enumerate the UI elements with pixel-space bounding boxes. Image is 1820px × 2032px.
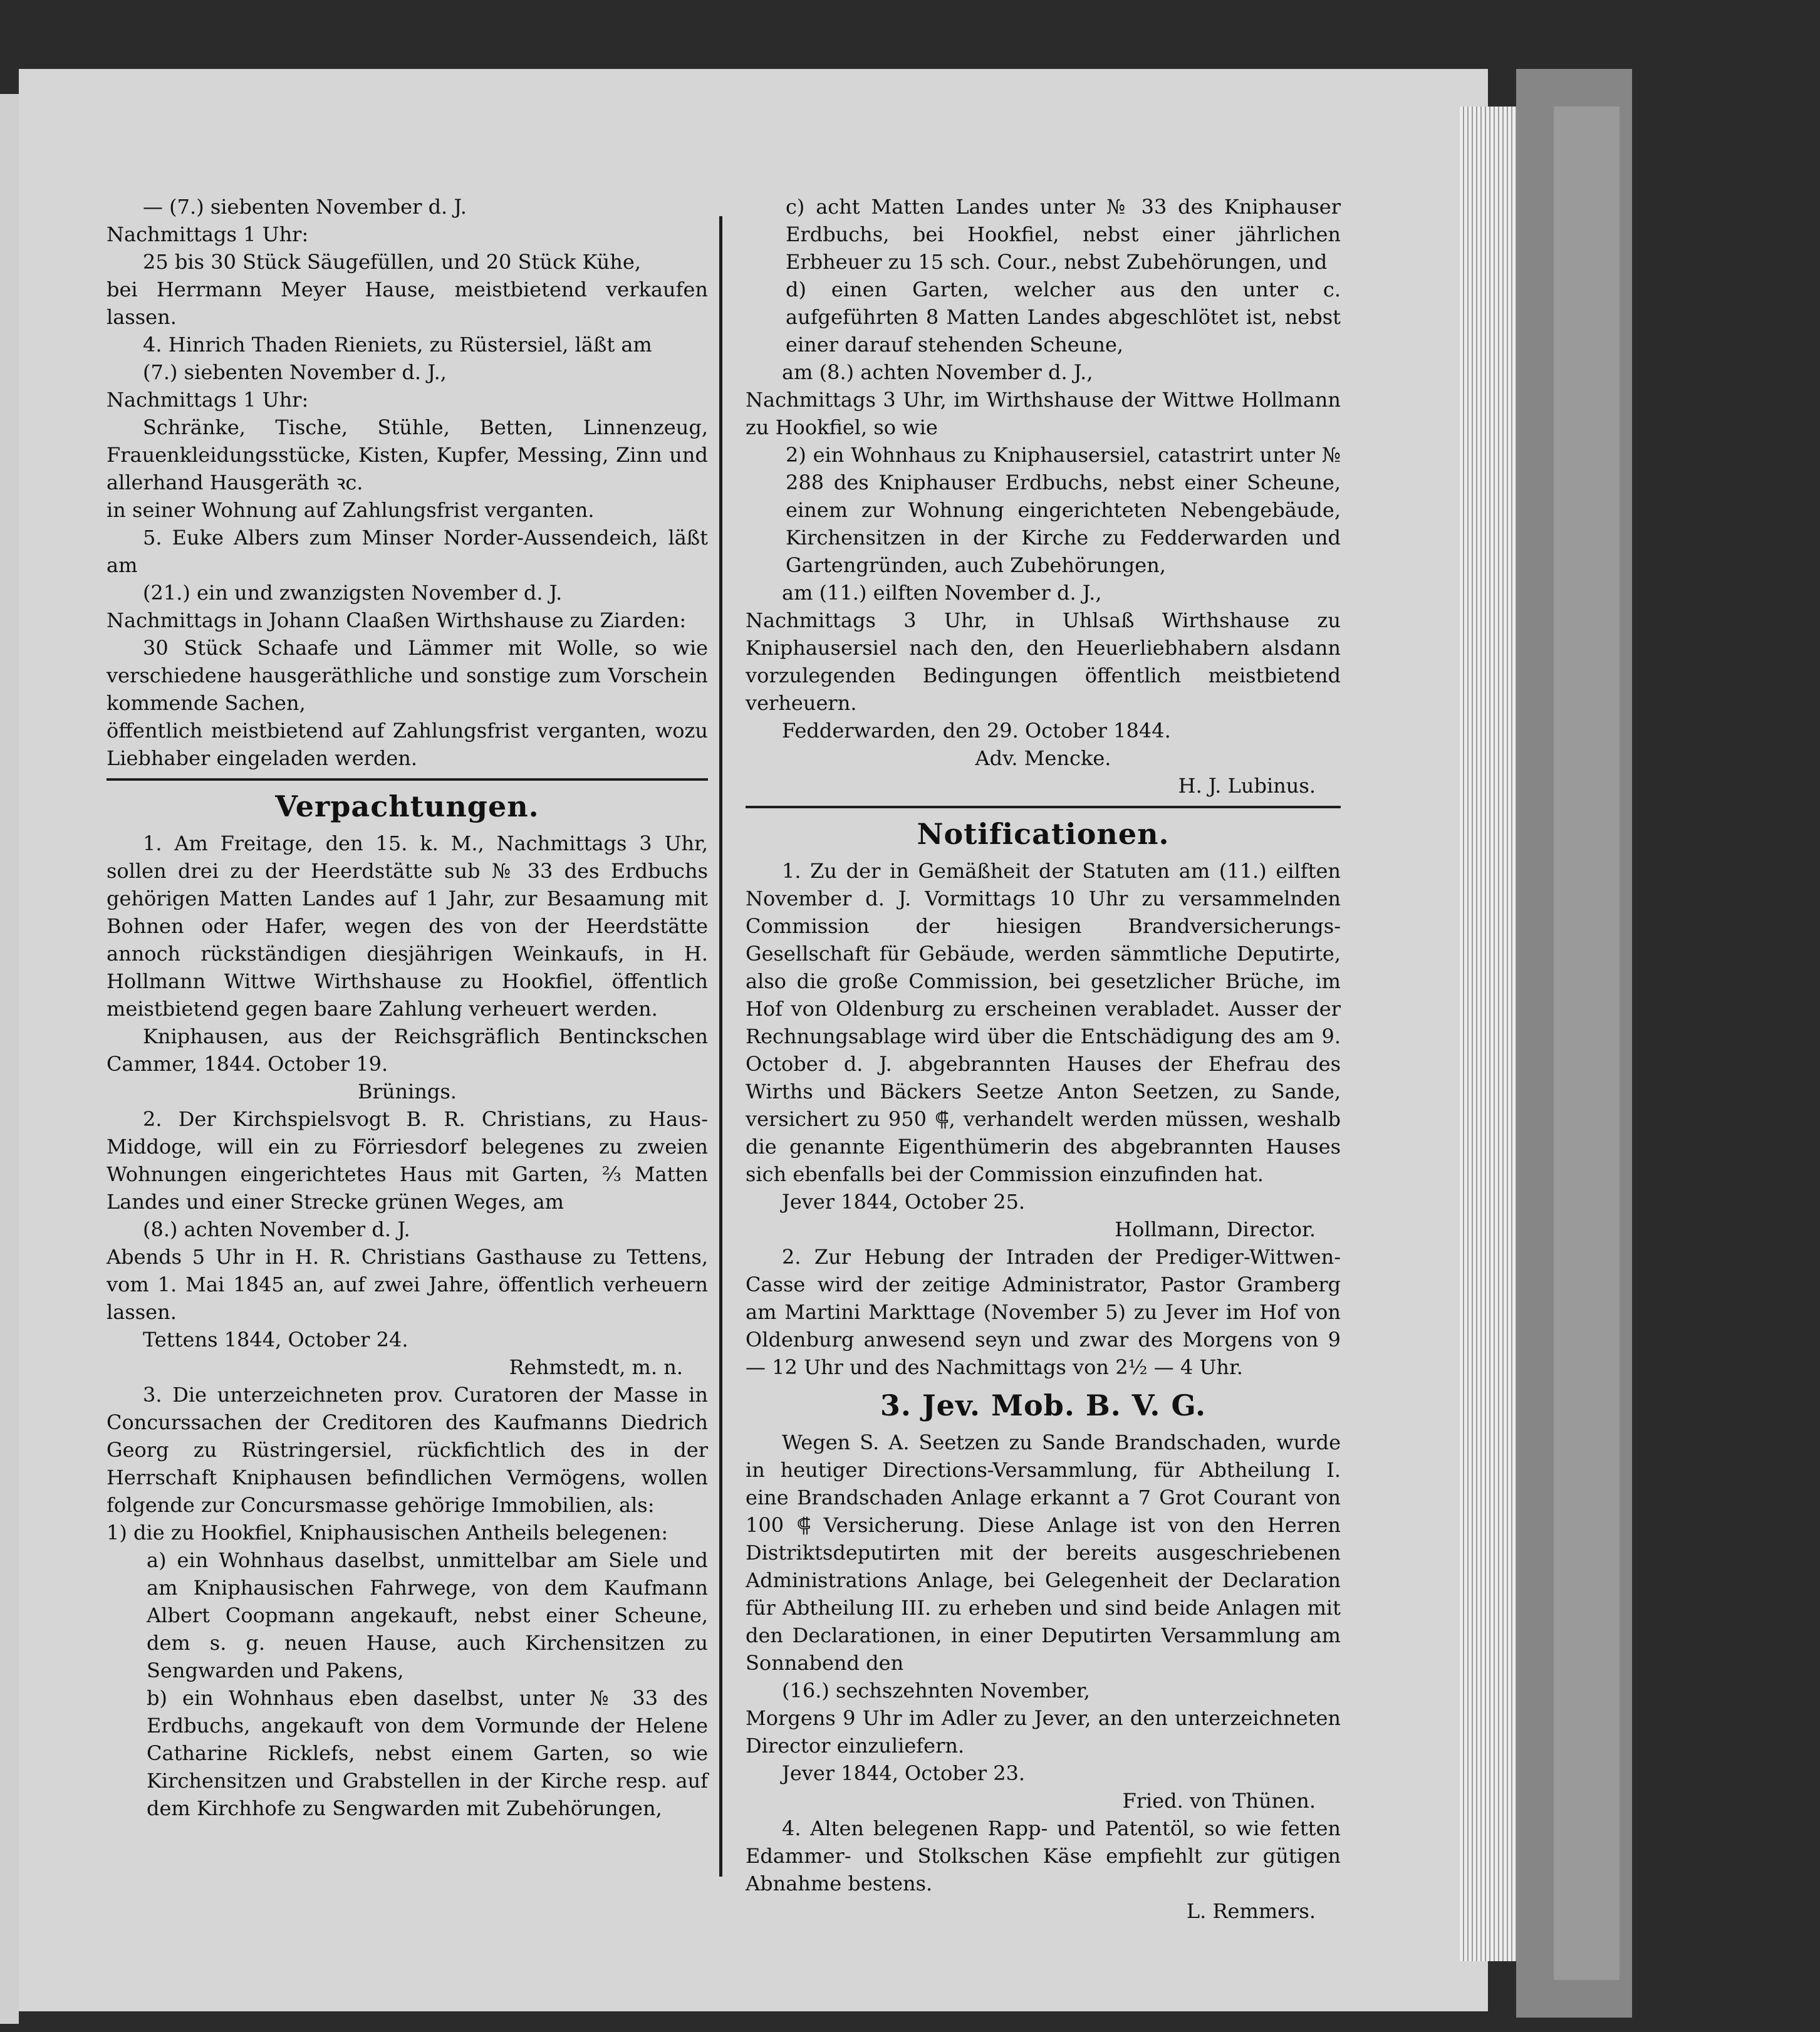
text-paragraph: Adv. Mencke.	[975, 746, 1111, 770]
text-paragraph: 25 bis 30 Stück Säugefüllen, und 20 Stück Kühe,	[143, 250, 641, 274]
page-edges	[1460, 107, 1516, 1961]
text-paragraph: öffentlich meistbietend auf Zahlungsfrist verganten, wozu Liebhaber eingeladen werden.	[107, 719, 708, 770]
section-rule	[746, 806, 1341, 808]
right-block-3	[746, 1429, 1341, 1925]
left-block-2	[107, 830, 708, 1822]
text-paragraph: Tettens 1844, October 24.	[143, 1328, 408, 1352]
text-paragraph: Nachmittags 1 Uhr:	[107, 222, 309, 246]
text-paragraph: (7.) siebenten November d. J.,	[143, 360, 447, 384]
text-paragraph: Rehmstedt, m. n.	[509, 1355, 683, 1379]
text-paragraph: c) acht Matten Landes unter № 33 des Kniphauser Erdbuchs, bei Hookfiel, nebst einer jährlichen Erbheuer zu 15 sch. Cour., nebst Zubehörungen, und	[786, 195, 1341, 274]
book-cover-inner	[1554, 107, 1620, 1980]
text-paragraph: 2. Zur Hebung der Intraden der Prediger-Wittwen-Casse wird der zeitige Administrator, Pastor Gramberg am Martini Markttage (November 5) zu Jever im Hof von Oldenburg anwesend seyn und zwar des Morgens von 9 — 12 Uhr und des Nachmittags von 2½ — 4 Uhr.	[746, 1245, 1341, 1379]
text-paragraph: 4. Hinrich Thaden Rieniets, zu Rüstersiel, läßt am	[143, 333, 652, 357]
text-paragraph: am (11.) eilften November d. J.,	[782, 581, 1102, 605]
heading-verpachtungen: Verpachtungen.	[275, 789, 539, 823]
text-paragraph: Nachmittags in Johann Claaßen Wirthshause zu Ziarden:	[107, 608, 687, 632]
text-paragraph: Abends 5 Uhr in H. R. Christians Gasthause zu Tettens, vom 1. Mai 1845 an, auf zwei Jahre, öffentlich verheuern lassen.	[107, 1245, 708, 1324]
text-paragraph: 1. Zu der in Gemäßheit der Statuten am (11.) eilften November d. J. Vormittags 10 Uhr zu versammelnden Commission der hiesigen Brandversicherungs-Gesellschaft für Gebäude, werden sämmtliche Deputirte, also die große Commission, bei gesetzlicher Brüche, im Hof von Oldenburg zu erscheinen verabladet. Ausser der Rechnungsablage wird über die Entschädigung des am 9. October d. J. abgebrannten Hauses der Ehefrau des Wirths und Bäckers Seetze Anton Seetzen, zu Sande, versichert zu 950 ⸿, verhandelt werden müssen, weshalb die genannte Eigenthümerin des abgebrannten Hauses sich ebenfalls bei der Commission einzufinden hat.	[746, 859, 1341, 1186]
text-paragraph: in seiner Wohnung auf Zahlungsfrist verganten.	[107, 498, 595, 522]
text-paragraph: 1) die zu Hookfiel, Kniphausischen Antheils belegenen:	[107, 1521, 668, 1545]
text-paragraph: 2) ein Wohnhaus zu Kniphausersiel, catastrirt unter № 288 des Kniphauser Erdbuchs, nebst einer Scheune, einem zur Wohnung eingerichteten Nebengebäude, Kirchensitzen in der Kirche zu Fedderwarden und Gartengründen, auch Zubehörungen,	[786, 443, 1341, 577]
text-paragraph: H. J. Lubinus.	[1178, 774, 1316, 798]
text-paragraph: Jever 1844, October 23.	[782, 1761, 1026, 1785]
text-paragraph: Wegen S. A. Seetzen zu Sande Brandschaden, wurde in heutiger Directions-Versammlung, für Abtheilung I. eine Brandschaden Anlage erkannt a 7 Grot Courant von 100 ⸿ Versicherung. Diese Anlage ist von den Herren Distriktsdeputirten mit der bereits ausgeschriebenen Administrations Anlage, bei Gelegenheit der Declaration für Abtheilung III. zu erheben und sind beide Anlagen mit den Declarationen, in einer Deputirten Versammlung am Sonnabend den	[746, 1430, 1341, 1675]
left-column	[107, 193, 708, 1822]
text-paragraph: bei Herrmann Meyer Hause, meistbietend verkaufen lassen.	[107, 278, 708, 329]
text-paragraph: 3. Die unterzeichneten prov. Curatoren der Masse in Concurssachen der Creditoren des Kaufmanns Diedrich Georg zu Rüstringersiel, rückfichtlich des in der Herrschaft Kniphausen befindlichen Vermögens, wollen folgende zur Concursmasse gehörige Immobilien, als:	[107, 1383, 708, 1517]
text-paragraph: Jever 1844, October 25.	[782, 1190, 1026, 1214]
right-block-1	[746, 193, 1341, 800]
text-paragraph: Brünings.	[358, 1080, 457, 1103]
right-column	[746, 193, 1341, 1925]
right-block-2	[746, 857, 1341, 1381]
text-paragraph: Fedderwarden, den 29. October 1844.	[782, 719, 1171, 742]
text-paragraph: (21.) ein und zwanzigsten November d. J.	[143, 581, 563, 605]
text-paragraph: a) ein Wohnhaus daselbst, unmittelbar am Siele und am Kniphausischen Fahrwege, von dem Kaufmann Albert Coopmann angekauft, nebst einer Scheune, dem s. g. neuen Hause, auch Kirchensitzen zu Sengwarden und Pakens,	[147, 1548, 708, 1682]
text-paragraph: Schränke, Tische, Stühle, Betten, Linnenzeug, Frauenkleidungsstücke, Kisten, Kupfer, Messing, Zinn und allerhand Hausgeräth ꝛc.	[107, 415, 708, 494]
text-paragraph: b) ein Wohnhaus eben daselbst, unter № 33 des Erdbuchs, angekauft von dem Vormunde der Helene Catharine Ricklefs, nebst einem Garten, so wie Kirchensitzen und Grabstellen in der Kirche resp. auf dem Kirchhofe zu Sengwarden mit Zubehörungen,	[147, 1686, 708, 1820]
left-page-edge	[0, 94, 19, 2024]
text-paragraph: Morgens 9 Uhr im Adler zu Jever, an den unterzeichneten Director einzuliefern.	[746, 1706, 1341, 1758]
text-paragraph: (16.) sechszehnten November,	[782, 1679, 1090, 1702]
text-paragraph: Hollmann, Director.	[1115, 1217, 1316, 1241]
text-paragraph: Kniphausen, aus der Reichsgräflich Bentinckschen Cammer, 1844. October 19.	[107, 1024, 708, 1076]
text-paragraph: — (7.) siebenten November d. J.	[143, 195, 467, 219]
section-rule	[107, 778, 708, 781]
text-paragraph: (8.) achten November d. J.	[143, 1217, 410, 1241]
text-paragraph: Nachmittags 3 Uhr, im Wirthshause der Wittwe Hollmann zu Hookfiel, so wie	[746, 388, 1341, 439]
text-paragraph: 4. Alten belegenen Rapp- und Patentöl, so wie fetten Edammer- und Stolkschen Käse empfiehlt zur gütigen Abnahme bestens.	[746, 1816, 1341, 1895]
column-divider	[719, 216, 722, 1877]
text-paragraph: am (8.) achten November d. J.,	[782, 360, 1093, 384]
text-paragraph: 2. Der Kirchspielsvogt B. R. Christians, zu Haus-Middoge, will ein zu Förriesdorf belegenes zu zweien Wohnungen eingerichtetes Haus mit Garten, ⅔ Matten Landes und einer Strecke grünen Weges, am	[107, 1107, 708, 1214]
text-paragraph: Nachmittags 3 Uhr, in Uhlsaß Wirthshause zu Kniphausersiel nach den, den Heuerliebhabern alsdann vorzulegenden Bedingungen öffentlich meistbietend verheuern.	[746, 608, 1341, 715]
left-block-1	[107, 193, 708, 772]
heading-notificationen: Notificationen.	[917, 817, 1170, 851]
text-paragraph: 30 Stück Schaafe und Lämmer mit Wolle, so wie verschiedene hausgeräthliche und sonstige zum Vorschein kommende Sachen,	[107, 636, 708, 715]
text-paragraph: d) einen Garten, welcher aus den unter c. aufgeführten 8 Matten Landes abgeschlötet ist, nebst einer darauf stehenden Scheune,	[786, 278, 1341, 357]
heading-jev-mob: 3. Jev. Mob. B. V. G.	[880, 1389, 1207, 1422]
text-paragraph: Fried. von Thünen.	[1122, 1789, 1316, 1813]
text-paragraph: 1. Am Freitage, den 15. k. M., Nachmittags 3 Uhr, sollen drei zu der Heerdstätte sub № 33 des Erdbuchs gehörigen Matten Landes auf 1 Jahr, zur Besaamung mit Bohnen oder Hafer, wegen des von der Heerdstätte annoch rückständigen diesjährigen Weinkaufs, in H. Hollmann Wittwe Wirthshause zu Hookfiel, öffentlich meistbietend gegen baare Zahlung verheuert werden.	[107, 831, 708, 1021]
text-paragraph: Nachmittags 1 Uhr:	[107, 388, 309, 412]
text-paragraph: 5. Euke Albers zum Minser Norder-Aussendeich, läßt am	[107, 526, 708, 577]
text-paragraph: L. Remmers.	[1186, 1899, 1316, 1923]
